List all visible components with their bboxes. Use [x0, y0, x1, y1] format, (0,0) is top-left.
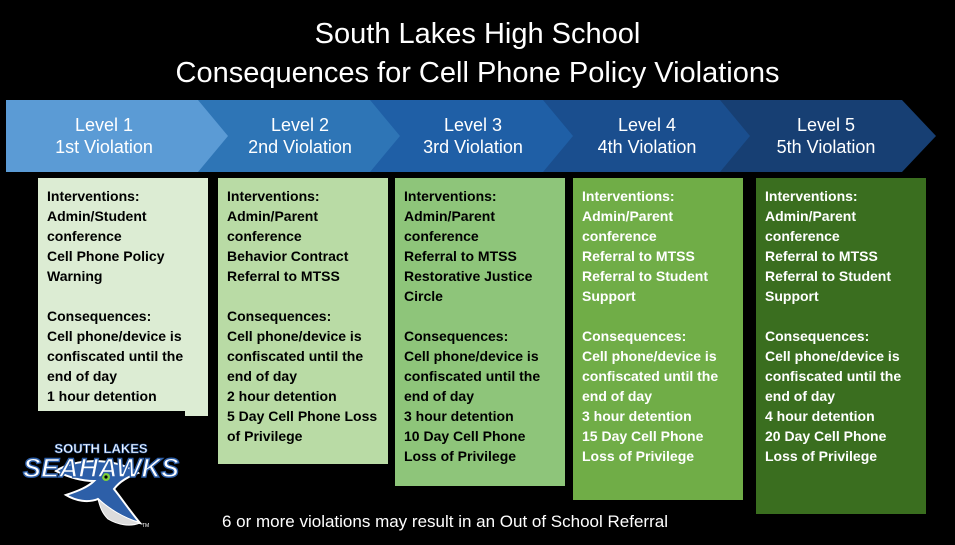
card-line: end of day — [47, 368, 118, 384]
seahawk-logo-icon — [18, 411, 185, 540]
card-line: Restorative Justice — [404, 268, 533, 284]
card-line: end of day — [227, 368, 298, 384]
card-line: Admin/Parent — [404, 208, 496, 224]
level-title: Level 5 — [796, 115, 856, 135]
card-line: Referral to Student — [582, 268, 709, 284]
card-line: Loss of Privilege — [582, 448, 695, 464]
card-line: end of day — [404, 388, 475, 404]
violation-label: 3rd Violation — [423, 137, 523, 157]
card-line: Support — [765, 288, 819, 304]
section-heading: Consequences: — [765, 328, 870, 344]
card-line: end of day — [582, 388, 653, 404]
svg-text:TM: TM — [142, 523, 150, 529]
card-line: Referral to MTSS — [765, 248, 878, 264]
card-line: Admin/Student — [47, 208, 147, 224]
card-line: Cell phone/device is — [582, 348, 717, 364]
violation-label: 2nd Violation — [248, 137, 352, 157]
card-line: of Privilege — [227, 428, 303, 444]
section-heading: Interventions: — [227, 188, 320, 204]
card-line: Cell phone/device is — [765, 348, 900, 364]
card-line: Referral to Student — [765, 268, 892, 284]
card-line: 5 Day Cell Phone Loss — [227, 408, 378, 424]
level-card-4 — [573, 178, 743, 500]
card-line: Cell phone/device is — [404, 348, 539, 364]
card-line: 2 hour detention — [227, 388, 337, 404]
level-card-5 — [756, 178, 926, 514]
card-line: Referral to MTSS — [404, 248, 517, 264]
section-heading: Consequences: — [582, 328, 687, 344]
spacer — [582, 306, 735, 326]
card-line: 20 Day Cell Phone — [765, 428, 887, 444]
card-line: Referral to MTSS — [227, 268, 340, 284]
card-line: Cell phone/device is — [47, 328, 182, 344]
section-heading: Interventions: — [765, 188, 858, 204]
card-line: Behavior Contract — [227, 248, 349, 264]
card-line: confiscated until the — [47, 348, 184, 364]
card-line: Circle — [404, 288, 443, 304]
card-line: 1 hour detention — [47, 388, 157, 404]
card-line: conference — [765, 228, 840, 244]
section-heading: Consequences: — [404, 328, 509, 344]
card-line: Referral to MTSS — [582, 248, 695, 264]
violation-label: 1st Violation — [55, 137, 153, 157]
level-card-1 — [38, 178, 208, 416]
card-line: 15 Day Cell Phone — [582, 428, 704, 444]
level-title: Level 1 — [74, 115, 134, 135]
seahawks-logo — [18, 411, 185, 540]
card-line: Warning — [47, 268, 103, 284]
spacer — [47, 286, 200, 306]
card-line: conference — [47, 228, 122, 244]
card-line: 10 Day Cell Phone — [404, 428, 526, 444]
card-line: conference — [404, 228, 479, 244]
section-heading: Interventions: — [582, 188, 675, 204]
card-line: conference — [582, 228, 657, 244]
card-line: Admin/Parent — [582, 208, 674, 224]
level-card-3 — [395, 178, 565, 486]
card-line: Support — [582, 288, 636, 304]
section-heading: Consequences: — [47, 308, 152, 324]
svg-text:SEAHAWKS: SEAHAWKS — [22, 453, 180, 483]
section-heading: Interventions: — [404, 188, 497, 204]
card-line: 4 hour detention — [765, 408, 875, 424]
level-title: Level 3 — [443, 115, 503, 135]
violation-label: 5th Violation — [776, 137, 876, 157]
card-line: Loss of Privilege — [404, 448, 517, 464]
level-card-2 — [218, 178, 388, 464]
card-line: confiscated until the — [227, 348, 364, 364]
card-line: Admin/Parent — [227, 208, 319, 224]
page-title-line1: South Lakes High School — [314, 18, 641, 50]
card-line: conference — [227, 228, 302, 244]
footer-note: 6 or more violations may result in an Out of School Referral — [222, 512, 668, 531]
card-line: end of day — [765, 388, 836, 404]
card-line: confiscated until the — [765, 368, 902, 384]
card-line: confiscated until the — [404, 368, 541, 384]
card-line: Cell Phone Policy — [47, 248, 165, 264]
card-line: Loss of Privilege — [765, 448, 878, 464]
level-chevron-5 — [720, 100, 936, 172]
level-title: Level 2 — [270, 115, 330, 135]
section-heading: Consequences: — [227, 308, 332, 324]
level-title: Level 4 — [617, 115, 677, 135]
violation-label: 4th Violation — [597, 137, 697, 157]
svg-text:SOUTH LAKES: SOUTH LAKES — [54, 441, 148, 456]
card-line: Admin/Parent — [765, 208, 857, 224]
section-heading: Interventions: — [47, 188, 140, 204]
spacer — [404, 306, 557, 326]
spacer — [227, 286, 380, 306]
card-line: 3 hour detention — [404, 408, 514, 424]
card-line: Cell phone/device is — [227, 328, 362, 344]
page-title-line2: Consequences for Cell Phone Policy Violations — [175, 57, 780, 89]
spacer — [765, 306, 918, 326]
card-line: 3 hour detention — [582, 408, 692, 424]
card-line: confiscated until the — [582, 368, 719, 384]
